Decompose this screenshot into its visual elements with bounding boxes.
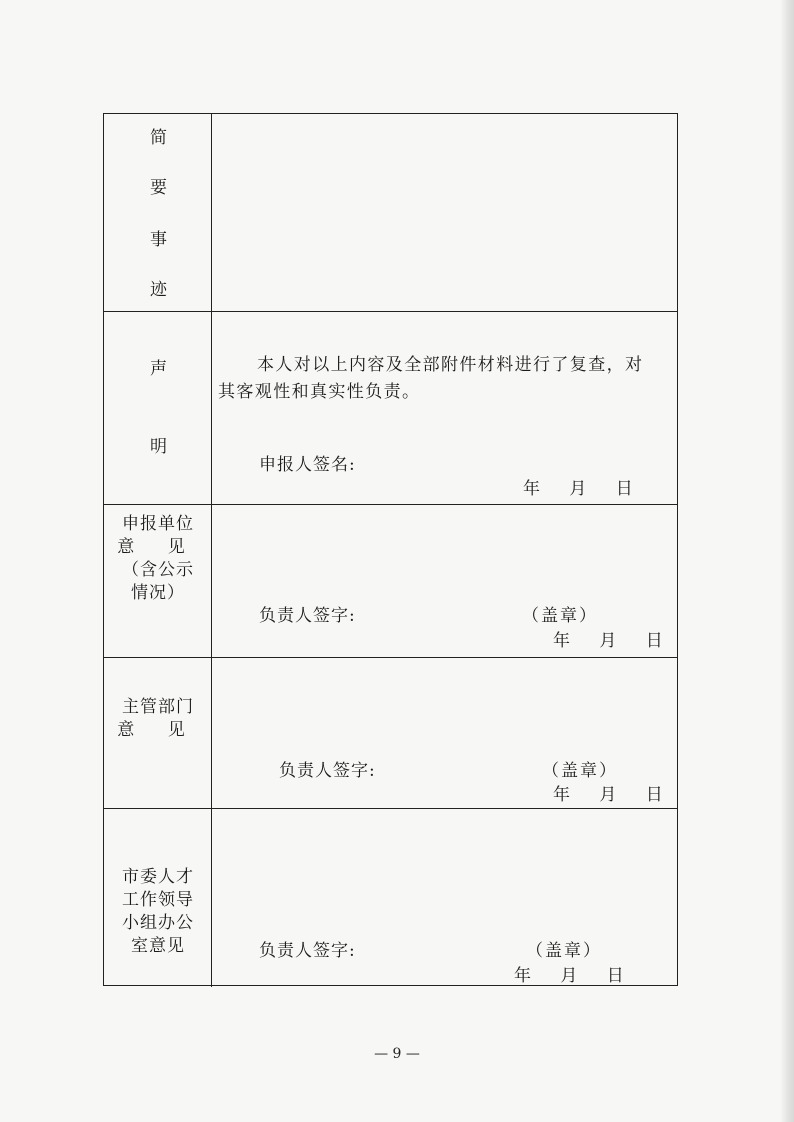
brief-label-char-1: 简 bbox=[150, 128, 167, 148]
dept-opinion-date: 年 月 日 bbox=[553, 785, 675, 805]
office-opinion-label-cell bbox=[104, 809, 212, 987]
application-form-table bbox=[103, 113, 678, 986]
unit-label-line-4: 情况） bbox=[131, 583, 185, 603]
page-number: — 9 — bbox=[374, 1046, 420, 1062]
row-brief-deeds bbox=[104, 114, 677, 312]
brief-label-char-3: 事 bbox=[150, 230, 167, 250]
dept-label-line-1: 主管部门 bbox=[122, 697, 194, 717]
dept-seal: （盖章） bbox=[542, 761, 618, 781]
unit-label-line-2: 意 见 bbox=[117, 537, 199, 557]
brief-deeds-label-cell bbox=[104, 114, 212, 311]
office-label-line-2: 工作领导 bbox=[122, 890, 194, 910]
declaration-text-line-1: 本人对以上内容及全部附件材料进行了复查，对 bbox=[257, 355, 644, 375]
declaration-label-char-2: 明 bbox=[150, 437, 167, 457]
unit-label-line-3: （含公示 bbox=[122, 560, 194, 580]
dept-label-line-2: 意 见 bbox=[117, 720, 199, 740]
unit-signature-label: 负责人签字: bbox=[259, 606, 356, 626]
office-seal: （盖章） bbox=[526, 941, 602, 961]
row-dept-opinion bbox=[104, 658, 677, 809]
unit-opinion-date: 年 月 日 bbox=[553, 631, 675, 651]
dept-opinion-label-cell bbox=[104, 658, 212, 808]
office-label-line-4: 室意见 bbox=[131, 936, 185, 956]
declaration-content bbox=[212, 312, 677, 504]
declaration-label-char-1: 声 bbox=[150, 359, 167, 379]
declaration-label-cell bbox=[104, 312, 212, 504]
office-opinion-content bbox=[212, 809, 677, 987]
row-unit-opinion bbox=[104, 505, 677, 658]
dept-opinion-content bbox=[212, 658, 677, 808]
unit-opinion-content bbox=[212, 505, 677, 657]
office-label-line-3: 小组办公 bbox=[122, 913, 194, 933]
unit-opinion-label bbox=[104, 513, 212, 605]
brief-deeds-content[interactable] bbox=[212, 114, 677, 311]
declaration-text-line-2: 其客观性和真实性负责。 bbox=[218, 382, 421, 402]
office-opinion-label bbox=[104, 866, 212, 958]
unit-seal: （盖章） bbox=[522, 606, 598, 626]
row-office-opinion bbox=[104, 809, 677, 987]
dept-signature-label: 负责人签字: bbox=[279, 761, 376, 781]
brief-label-char-2: 要 bbox=[150, 178, 167, 198]
office-label-line-1: 市委人才 bbox=[122, 867, 194, 887]
scan-edge-shadow bbox=[780, 0, 794, 1122]
office-opinion-date: 年 月 日 bbox=[514, 966, 636, 986]
declaration-date: 年 月 日 bbox=[523, 479, 645, 499]
office-signature-label: 负责人签字: bbox=[259, 941, 356, 961]
brief-label-char-4: 迹 bbox=[150, 280, 167, 300]
dept-opinion-label bbox=[104, 696, 212, 742]
applicant-signature-label: 申报人签名: bbox=[259, 455, 356, 475]
row-declaration bbox=[104, 312, 677, 505]
unit-label-line-1: 申报单位 bbox=[122, 514, 194, 534]
unit-opinion-label-cell bbox=[104, 505, 212, 657]
